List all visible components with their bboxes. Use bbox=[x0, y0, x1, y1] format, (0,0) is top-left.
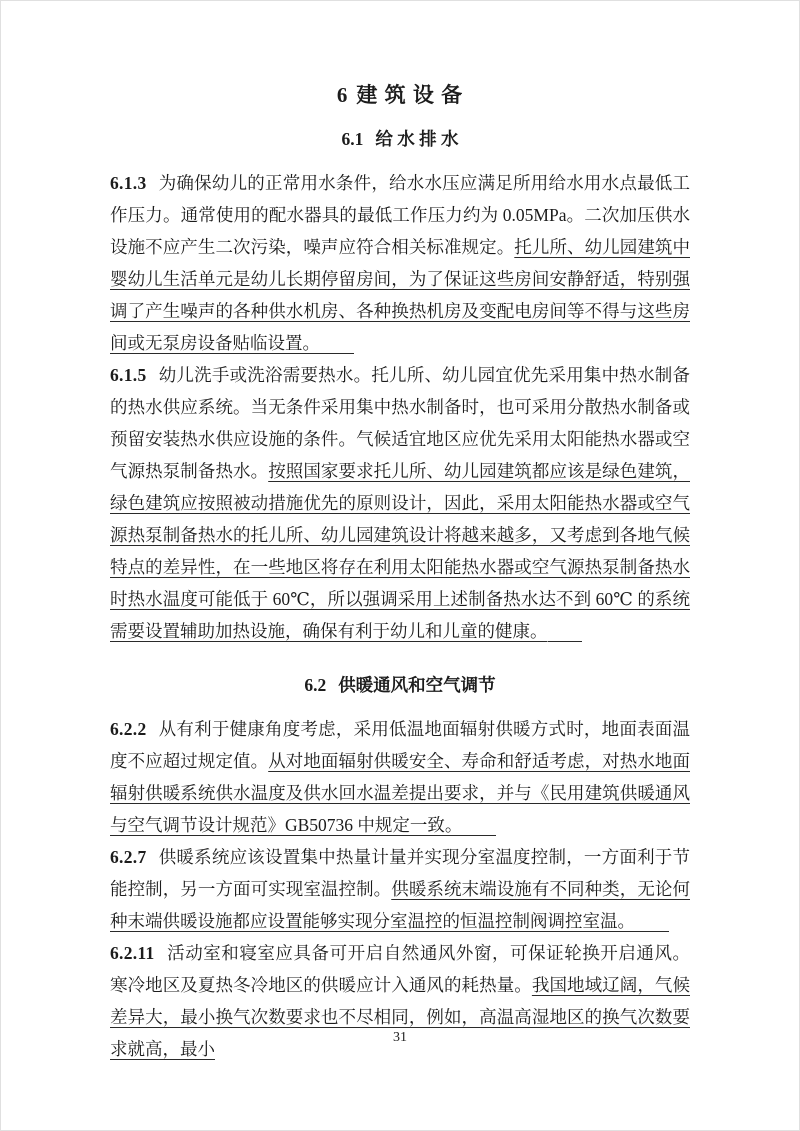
chapter-number: 6 bbox=[336, 83, 349, 107]
clause-text: 活动室和寝室应具备可开启自然通风外窗，可保证轮换开启通风。寒冷地区及夏热冬冷地区的供暖应计入通风的耗热量。 bbox=[110, 943, 690, 995]
clause-number: 6.2.2 bbox=[110, 719, 147, 739]
section-title-text: 给 水 排 水 bbox=[375, 129, 459, 149]
page-number: 31 bbox=[393, 1030, 407, 1045]
section-number: 6.2 bbox=[304, 675, 327, 695]
clause-revision-text: 供暖系统末端设施有不同种类，无论何种末端供暖设施都应设置能够实现分室温控的恒温控制阀调控室温。 bbox=[110, 879, 690, 931]
underline-tail bbox=[548, 641, 582, 642]
clause-number: 6.2.11 bbox=[110, 943, 155, 963]
clause-revision-text: 按照国家要求托儿所、幼儿园建筑都应该是绿色建筑，绿色建筑应按照被动措施优先的原则设计，因此，采用太阳能热水器或空气源热泵制备热水的托儿所、幼儿园建筑设计将越来越多，又考虑到各地气候特点的差异性，在一些地区将存在利用太阳能热水器或空气源热泵制备热水时热水温度可能低于 60℃，所以强调采用上述制备热水达不到 60℃ 的系统需要设置辅助加热设施，确保有利于幼儿和儿童的健康。 bbox=[110, 461, 690, 641]
section-title-6-2 bbox=[110, 673, 690, 697]
clause-number: 6.2.7 bbox=[110, 847, 147, 867]
clause-6-1-5 bbox=[110, 359, 690, 647]
chapter-title-text: 建 筑 设 备 bbox=[356, 83, 464, 107]
underline-tail bbox=[462, 835, 496, 836]
clause-text: 从有利于健康角度考虑，采用低温地面辐射供暖方式时，地面表面温度不应超过规定值。 bbox=[110, 719, 690, 771]
clause-number: 6.1.5 bbox=[110, 365, 147, 385]
clause-text: 为确保幼儿的正常用水条件，给水水压应满足所用给水用水点最低工作压力。通常使用的配水器具的最低工作压力约为 0.05MPa。二次加压供水设施不应产生二次污染，噪声应符合相关标准规定。 bbox=[110, 173, 690, 257]
section-title-text: 供暖通风和空气调节 bbox=[338, 675, 496, 695]
underline-tail bbox=[635, 931, 669, 932]
clause-6-2-7 bbox=[110, 841, 690, 937]
clause-6-1-3 bbox=[110, 167, 690, 359]
underline-tail bbox=[320, 353, 354, 354]
clause-number: 6.1.3 bbox=[110, 173, 147, 193]
section-number: 6.1 bbox=[341, 129, 364, 149]
clause-revision-text: 托儿所、幼儿园建筑中婴幼儿生活单元是幼儿长期停留房间，为了保证这些房间安静舒适，特别强调了产生噪声的各种供水机房、各种换热机房及变配电房间等不得与这些房间或无泵房设备贴临设置。 bbox=[110, 237, 690, 353]
clause-text: 幼儿洗手或洗浴需要热水。托儿所、幼儿园宜优先采用集中热水制备的热水供应系统。当无条件采用集中热水制备时，也可采用分散热水制备或预留安装热水供应设施的条件。气候适宜地区应优先采用太阳能热水器或空气源热泵制备热水。 bbox=[110, 365, 690, 481]
clause-revision-text: 从对地面辐射供暖安全、寿命和舒适考虑，对热水地面辐射供暖系统供水温度及供水回水温差提出要求，并与《民用建筑供暖通风与空气调节设计规范》GB50736 中规定一致。 bbox=[110, 751, 690, 835]
section-title-6-1 bbox=[110, 127, 690, 151]
clause-text: 供暖系统应该设置集中热量计量并实现分室温度控制，一方面利于节能控制，另一方面可实现室温控制。 bbox=[110, 847, 690, 899]
chapter-title bbox=[110, 81, 690, 109]
clause-6-2-2 bbox=[110, 713, 690, 841]
clause-revision-text: 我国地域辽阔，气候差异大，最小换气次数要求也不尽相同，例如，高温高湿地区的换气次数要求就高，最小 bbox=[110, 975, 690, 1059]
